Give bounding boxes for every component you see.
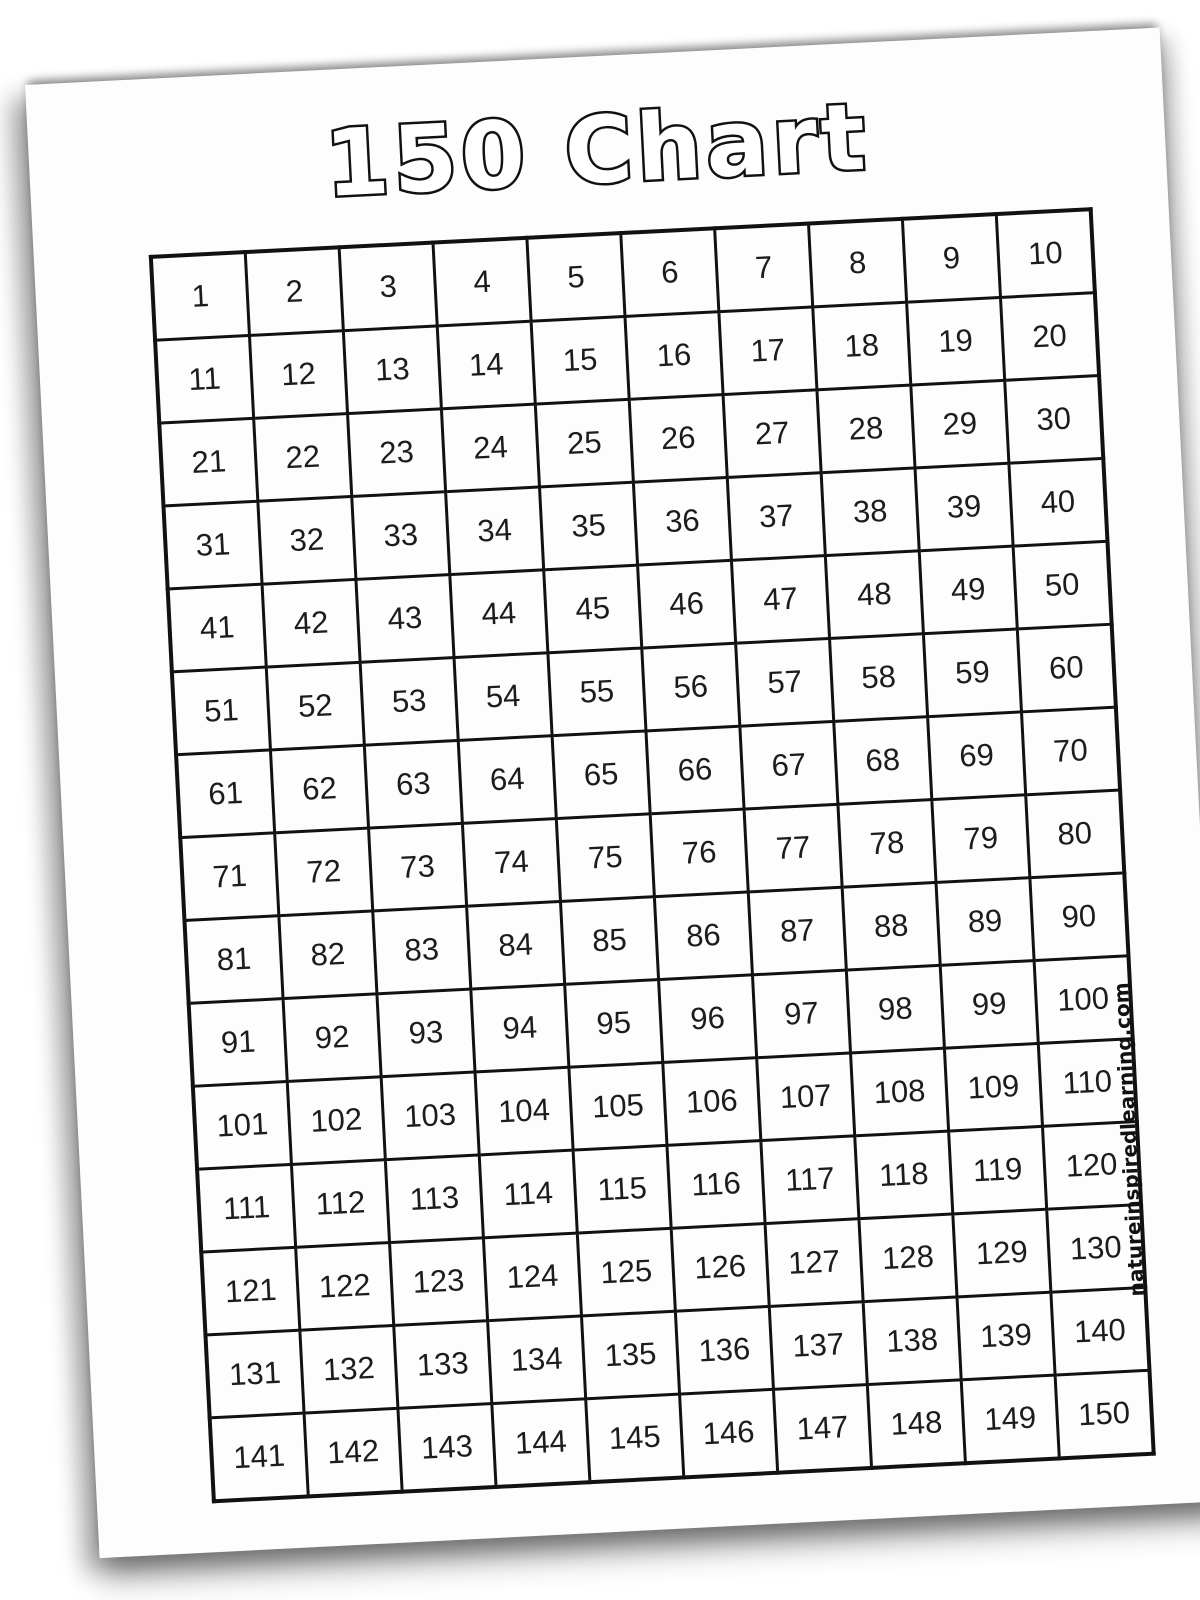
grid-cell-145: 145 [586, 1394, 684, 1482]
grid-cell-7: 7 [715, 224, 813, 312]
grid-cell-74: 74 [462, 819, 560, 907]
grid-cell-89: 89 [936, 878, 1034, 966]
watermark-url: natureinspiredlearning.com [1108, 981, 1149, 1298]
grid-cell-96: 96 [659, 975, 757, 1063]
grid-cell-83: 83 [373, 906, 471, 994]
grid-cell-10: 10 [996, 209, 1095, 297]
grid-cell-147: 147 [773, 1385, 871, 1473]
grid-cell-14: 14 [437, 321, 535, 409]
grid-cell-6: 6 [621, 228, 719, 316]
grid-cell-37: 37 [727, 473, 825, 561]
grid-cell-132: 132 [300, 1325, 398, 1413]
grid-cell-47: 47 [731, 556, 829, 644]
grid-cell-107: 107 [757, 1053, 855, 1141]
grid-cell-99: 99 [940, 961, 1038, 1049]
grid-cell-1: 1 [151, 252, 250, 340]
grid-cell-53: 53 [360, 658, 458, 746]
grid-cell-40: 40 [1009, 458, 1108, 546]
page-title: 150 Chart [322, 83, 872, 218]
grid-cell-28: 28 [817, 385, 915, 473]
grid-cell-130: 130 [1047, 1204, 1146, 1292]
grid-cell-104: 104 [475, 1067, 573, 1155]
grid-cell-31: 31 [163, 501, 262, 589]
grid-cell-114: 114 [479, 1150, 577, 1238]
grid-cell-68: 68 [834, 717, 932, 805]
grid-cell-33: 33 [352, 492, 450, 580]
grid-cell-110: 110 [1038, 1039, 1137, 1127]
grid-cell-115: 115 [573, 1145, 671, 1233]
grid-cell-17: 17 [719, 307, 817, 395]
grid-cell-35: 35 [539, 482, 637, 570]
grid-cell-18: 18 [813, 302, 911, 390]
number-grid-wrap [149, 207, 1156, 1503]
grid-cell-109: 109 [944, 1043, 1042, 1131]
grid-cell-45: 45 [544, 565, 642, 653]
grid-cell-15: 15 [531, 316, 629, 404]
grid-cell-50: 50 [1013, 541, 1112, 629]
grid-cell-19: 19 [907, 297, 1005, 385]
grid-cell-76: 76 [650, 809, 748, 897]
grid-cell-97: 97 [752, 970, 850, 1058]
grid-cell-62: 62 [270, 745, 368, 833]
grid-cell-71: 71 [180, 833, 279, 921]
grid-cell-123: 123 [390, 1238, 488, 1326]
grid-cell-82: 82 [279, 911, 377, 999]
grid-cell-52: 52 [266, 662, 364, 750]
number-grid-body [151, 209, 1154, 1501]
grid-cell-105: 105 [569, 1062, 667, 1150]
grid-cell-98: 98 [846, 965, 944, 1053]
number-grid [149, 207, 1156, 1503]
grid-cell-13: 13 [343, 326, 441, 414]
grid-cell-30: 30 [1005, 376, 1104, 464]
grid-cell-41: 41 [168, 584, 267, 672]
grid-cell-21: 21 [159, 418, 258, 506]
grid-cell-73: 73 [369, 823, 467, 911]
grid-cell-23: 23 [348, 409, 446, 497]
grid-cell-16: 16 [625, 312, 723, 400]
grid-cell-38: 38 [821, 468, 919, 556]
grid-cell-44: 44 [450, 570, 548, 658]
grid-cell-122: 122 [296, 1243, 394, 1331]
grid-cell-92: 92 [283, 994, 381, 1082]
grid-cell-102: 102 [287, 1077, 385, 1165]
grid-cell-146: 146 [680, 1389, 778, 1477]
grid-cell-139: 139 [957, 1292, 1055, 1380]
grid-cell-63: 63 [364, 740, 462, 828]
grid-cell-148: 148 [867, 1380, 965, 1468]
grid-cell-36: 36 [633, 477, 731, 565]
grid-cell-58: 58 [830, 634, 928, 722]
grid-cell-133: 133 [394, 1321, 492, 1409]
grid-cell-29: 29 [911, 380, 1009, 468]
grid-cell-67: 67 [740, 721, 838, 809]
grid-cell-12: 12 [249, 331, 347, 419]
grid-cell-129: 129 [953, 1209, 1051, 1297]
grid-cell-136: 136 [675, 1306, 773, 1394]
grid-cell-84: 84 [467, 901, 565, 989]
grid-cell-75: 75 [556, 814, 654, 902]
grid-cell-49: 49 [919, 546, 1017, 634]
grid-cell-100: 100 [1034, 956, 1133, 1044]
grid-cell-150: 150 [1055, 1370, 1154, 1458]
grid-cell-117: 117 [761, 1136, 859, 1224]
grid-cell-72: 72 [275, 828, 373, 916]
grid-cell-70: 70 [1021, 707, 1120, 795]
grid-cell-22: 22 [254, 414, 352, 502]
grid-cell-90: 90 [1030, 873, 1129, 961]
grid-cell-81: 81 [184, 916, 283, 1004]
grid-cell-113: 113 [385, 1155, 483, 1243]
grid-cell-101: 101 [193, 1082, 292, 1170]
grid-cell-85: 85 [560, 897, 658, 985]
grid-cell-54: 54 [454, 653, 552, 741]
grid-cell-111: 111 [197, 1164, 296, 1252]
grid-cell-141: 141 [210, 1413, 309, 1501]
grid-cell-39: 39 [915, 463, 1013, 551]
grid-cell-66: 66 [646, 726, 744, 814]
grid-cell-124: 124 [483, 1233, 581, 1321]
grid-cell-56: 56 [642, 643, 740, 731]
grid-cell-121: 121 [201, 1247, 300, 1335]
grid-cell-59: 59 [923, 629, 1021, 717]
grid-cell-108: 108 [851, 1048, 949, 1136]
grid-cell-11: 11 [155, 335, 254, 423]
grid-cell-9: 9 [902, 214, 1000, 302]
grid-cell-140: 140 [1051, 1287, 1150, 1375]
grid-cell-86: 86 [654, 892, 752, 980]
grid-cell-69: 69 [928, 712, 1026, 800]
grid-cell-20: 20 [1000, 293, 1099, 381]
grid-cell-55: 55 [548, 648, 646, 736]
grid-cell-143: 143 [398, 1404, 496, 1492]
grid-cell-119: 119 [949, 1126, 1047, 1214]
grid-cell-137: 137 [769, 1302, 867, 1390]
grid-cell-43: 43 [356, 575, 454, 663]
grid-cell-142: 142 [304, 1408, 402, 1496]
grid-cell-87: 87 [748, 887, 846, 975]
grid-cell-91: 91 [189, 999, 288, 1087]
grid-cell-77: 77 [744, 804, 842, 892]
grid-cell-57: 57 [736, 639, 834, 727]
grid-cell-106: 106 [663, 1058, 761, 1146]
grid-cell-65: 65 [552, 731, 650, 819]
grid-cell-27: 27 [723, 390, 821, 478]
grid-cell-112: 112 [291, 1160, 389, 1248]
grid-cell-79: 79 [932, 795, 1030, 883]
worksheet-page [25, 28, 1200, 1559]
grid-cell-125: 125 [577, 1228, 675, 1316]
grid-cell-127: 127 [765, 1219, 863, 1307]
grid-cell-118: 118 [855, 1131, 953, 1219]
grid-cell-103: 103 [381, 1072, 479, 1160]
grid-cell-144: 144 [492, 1399, 590, 1487]
grid-cell-95: 95 [565, 980, 663, 1068]
grid-cell-149: 149 [961, 1375, 1059, 1463]
grid-cell-131: 131 [205, 1330, 304, 1418]
grid-cell-135: 135 [581, 1311, 679, 1399]
grid-cell-64: 64 [458, 736, 556, 824]
grid-cell-46: 46 [638, 560, 736, 648]
grid-cell-32: 32 [258, 496, 356, 584]
grid-cell-42: 42 [262, 579, 360, 667]
grid-cell-138: 138 [863, 1297, 961, 1385]
grid-cell-2: 2 [245, 247, 343, 335]
grid-cell-80: 80 [1026, 790, 1125, 878]
grid-cell-5: 5 [527, 233, 625, 321]
grid-cell-25: 25 [535, 399, 633, 487]
grid-cell-94: 94 [471, 984, 569, 1072]
grid-cell-116: 116 [667, 1141, 765, 1229]
grid-cell-34: 34 [446, 487, 544, 575]
grid-cell-26: 26 [629, 395, 727, 483]
grid-cell-4: 4 [433, 238, 531, 326]
grid-cell-126: 126 [671, 1224, 769, 1312]
grid-cell-51: 51 [172, 667, 271, 755]
grid-cell-60: 60 [1017, 624, 1116, 712]
grid-cell-88: 88 [842, 882, 940, 970]
grid-cell-128: 128 [859, 1214, 957, 1302]
grid-cell-120: 120 [1042, 1122, 1141, 1210]
grid-cell-93: 93 [377, 989, 475, 1077]
grid-cell-134: 134 [488, 1316, 586, 1404]
grid-cell-61: 61 [176, 750, 275, 838]
grid-cell-8: 8 [809, 219, 907, 307]
grid-cell-48: 48 [825, 551, 923, 639]
grid-cell-24: 24 [441, 404, 539, 492]
grid-cell-3: 3 [339, 243, 437, 331]
grid-cell-78: 78 [838, 800, 936, 888]
